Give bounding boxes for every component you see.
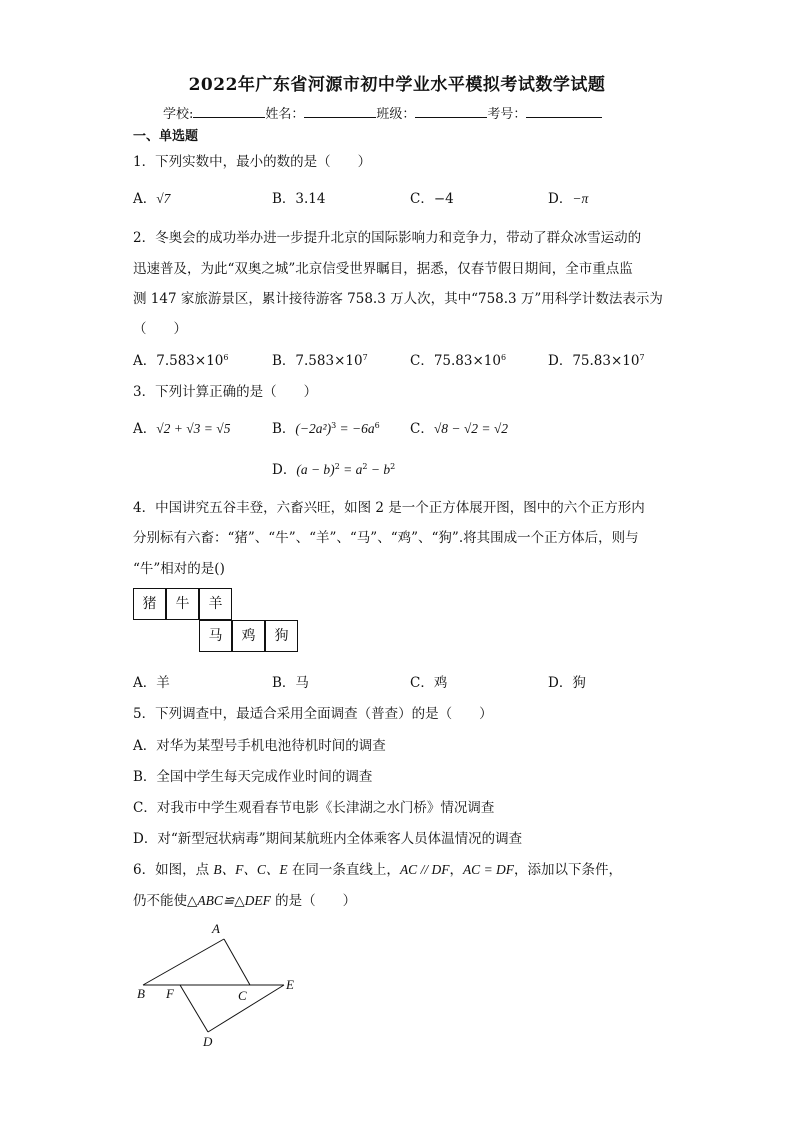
name-label: 姓名： [265,107,305,122]
q4-line-1: 4．中国讲究五谷丰登，六畜兴旺，如图 2 是一个正方体展开图，图中的六个正方形内 [133,500,645,516]
q5-stem: 5．下列调查中，最适合采用全面调查（普查）的是（ ） [133,706,493,722]
q3-d-base: (a − b) [296,462,335,477]
q6-congruence: △ABC≌△DEF [187,893,271,908]
q3-b-rhs: = −6a [336,421,375,436]
q6-line2-pre: 仍不能使 [133,893,187,909]
page-title: 2022年广东省河源市初中学业水平模拟考试数学试题 [188,75,606,95]
q4-option-c[interactable]: C．鸡 [410,675,448,691]
q6-points: B、F、C、E [213,862,288,877]
q1-d-label: D． [548,191,573,207]
q5-option-b[interactable]: B．全国中学生每天完成作业时间的调查 [133,769,373,785]
point-label-c: C [238,988,247,1003]
q4-line-3: “牛”相对的是() [133,561,225,577]
school-label: 学校: [163,107,194,122]
q3-a-expr: √2 + √3 = √5 [156,421,231,436]
net-cell-dog: 狗 [265,620,298,652]
class-label: 班级： [376,107,416,122]
q4-option-a[interactable]: A．羊 [133,675,170,691]
q1-a-label: A． [133,191,157,207]
q2-d-exponent: 7 [639,353,645,362]
q6-condition-parallel: AC // DF [399,862,450,877]
q3-d-exponent: 2 [334,462,340,471]
q5-option-c[interactable]: C．对我市中学生观看春节电影《长津湖之水门桥》情况调查 [133,800,495,816]
q3-b-rhs-exponent: 6 [374,421,380,430]
segment-ac [224,939,250,985]
q1-c-label: C． [410,191,434,207]
q3-b-base: (−2a²) [295,421,332,436]
net-cell-sheep: 羊 [199,588,232,620]
point-label-a: A [212,921,220,936]
point-label-d: D [203,1034,213,1049]
net-cell-ox: 牛 [166,588,199,620]
q3-b-label: B． [272,421,296,437]
q2-line-2: 迅速普及，为此“双奥之城”北京信受世界瞩目，据悉，仅春节假日期间，全市重点监 [133,261,633,277]
q4-option-b[interactable]: B．马 [272,675,309,691]
q2-line-4: （ ） [133,321,187,337]
q6-line1-mid: 在同一条直线上， [287,862,400,878]
point-label-f: F [166,986,174,1001]
q3-d-rhs-exponent-1: 2 [362,462,368,471]
q5-option-d[interactable]: D．对“新型冠状病毒”期间某航班内全体乘客人员体温情况的调查 [133,831,523,847]
q6-sep: ， [449,862,463,878]
point-label-b: B [137,986,145,1001]
q5-option-a[interactable]: A．对华为某型号手机电池待机时间的调查 [133,738,386,754]
q2-line-3: 测 147 家旅游景区，累计接待游客 758.3 万人次，其中“758.3 万”用科学计数法表示为 [133,291,663,307]
q2-a-text: A．7.583×10 [133,353,224,369]
q1-c-value: −4 [433,191,454,207]
q1-a-value: √7 [156,191,171,206]
segment-fd [180,985,208,1032]
segment-ba [143,939,224,985]
q3-d-rhs-2: − b [367,462,391,477]
q4-line-2: 分别标有六畜：“猪”、“牛”、“羊”、“马”、“鸡”、“狗”.将其围成一个正方体后，则与 [133,530,639,546]
q1-stem: 1．下列实数中，最小的数的是（ ） [133,154,372,170]
q2-c-text: C．75.83×10 [410,353,501,369]
q6-condition-equal: AC = DF [462,862,515,877]
q3-d-rhs: = a [339,462,363,477]
q2-a-exponent: 6 [223,353,229,362]
q2-line-1: 2．冬奥会的成功举办进一步提升北京的国际影响力和竞争力，带动了群众冰雪运动的 [133,230,642,246]
q3-b-exponent: 3 [331,421,337,430]
q2-c-exponent: 6 [500,353,507,362]
q1-b-value: 3.14 [295,191,326,207]
q3-d-rhs-exponent-2: 2 [390,462,396,471]
q6-line1-pre: 6．如图，点 [133,862,214,878]
q3-a-label: A． [133,421,157,437]
q6-line2-post: 的是（ ） [270,893,357,909]
point-label-e: E [286,977,294,992]
q2-b-exponent: 7 [362,353,368,362]
q2-d-text: D．75.83×10 [548,353,640,369]
net-cell-chicken: 鸡 [232,620,265,652]
q4-option-d[interactable]: D．狗 [548,675,586,691]
section-heading: 一、单选题 [133,129,199,144]
q3-c-label: C． [410,421,434,437]
q2-b-text: B．7.583×10 [272,353,363,369]
q6-line1-post: ，添加以下条件， [514,862,623,878]
net-cell-horse: 马 [199,620,232,652]
q3-stem: 3．下列计算正确的是（ ） [133,384,318,400]
exam-no-label: 考号： [487,107,527,122]
q3-d-label: D． [272,462,297,478]
q3-c-expr: √8 − √2 = √2 [433,421,509,436]
q1-b-label: B． [272,191,296,207]
net-cell-pig: 猪 [133,588,166,620]
q1-d-value: −π [572,191,589,206]
